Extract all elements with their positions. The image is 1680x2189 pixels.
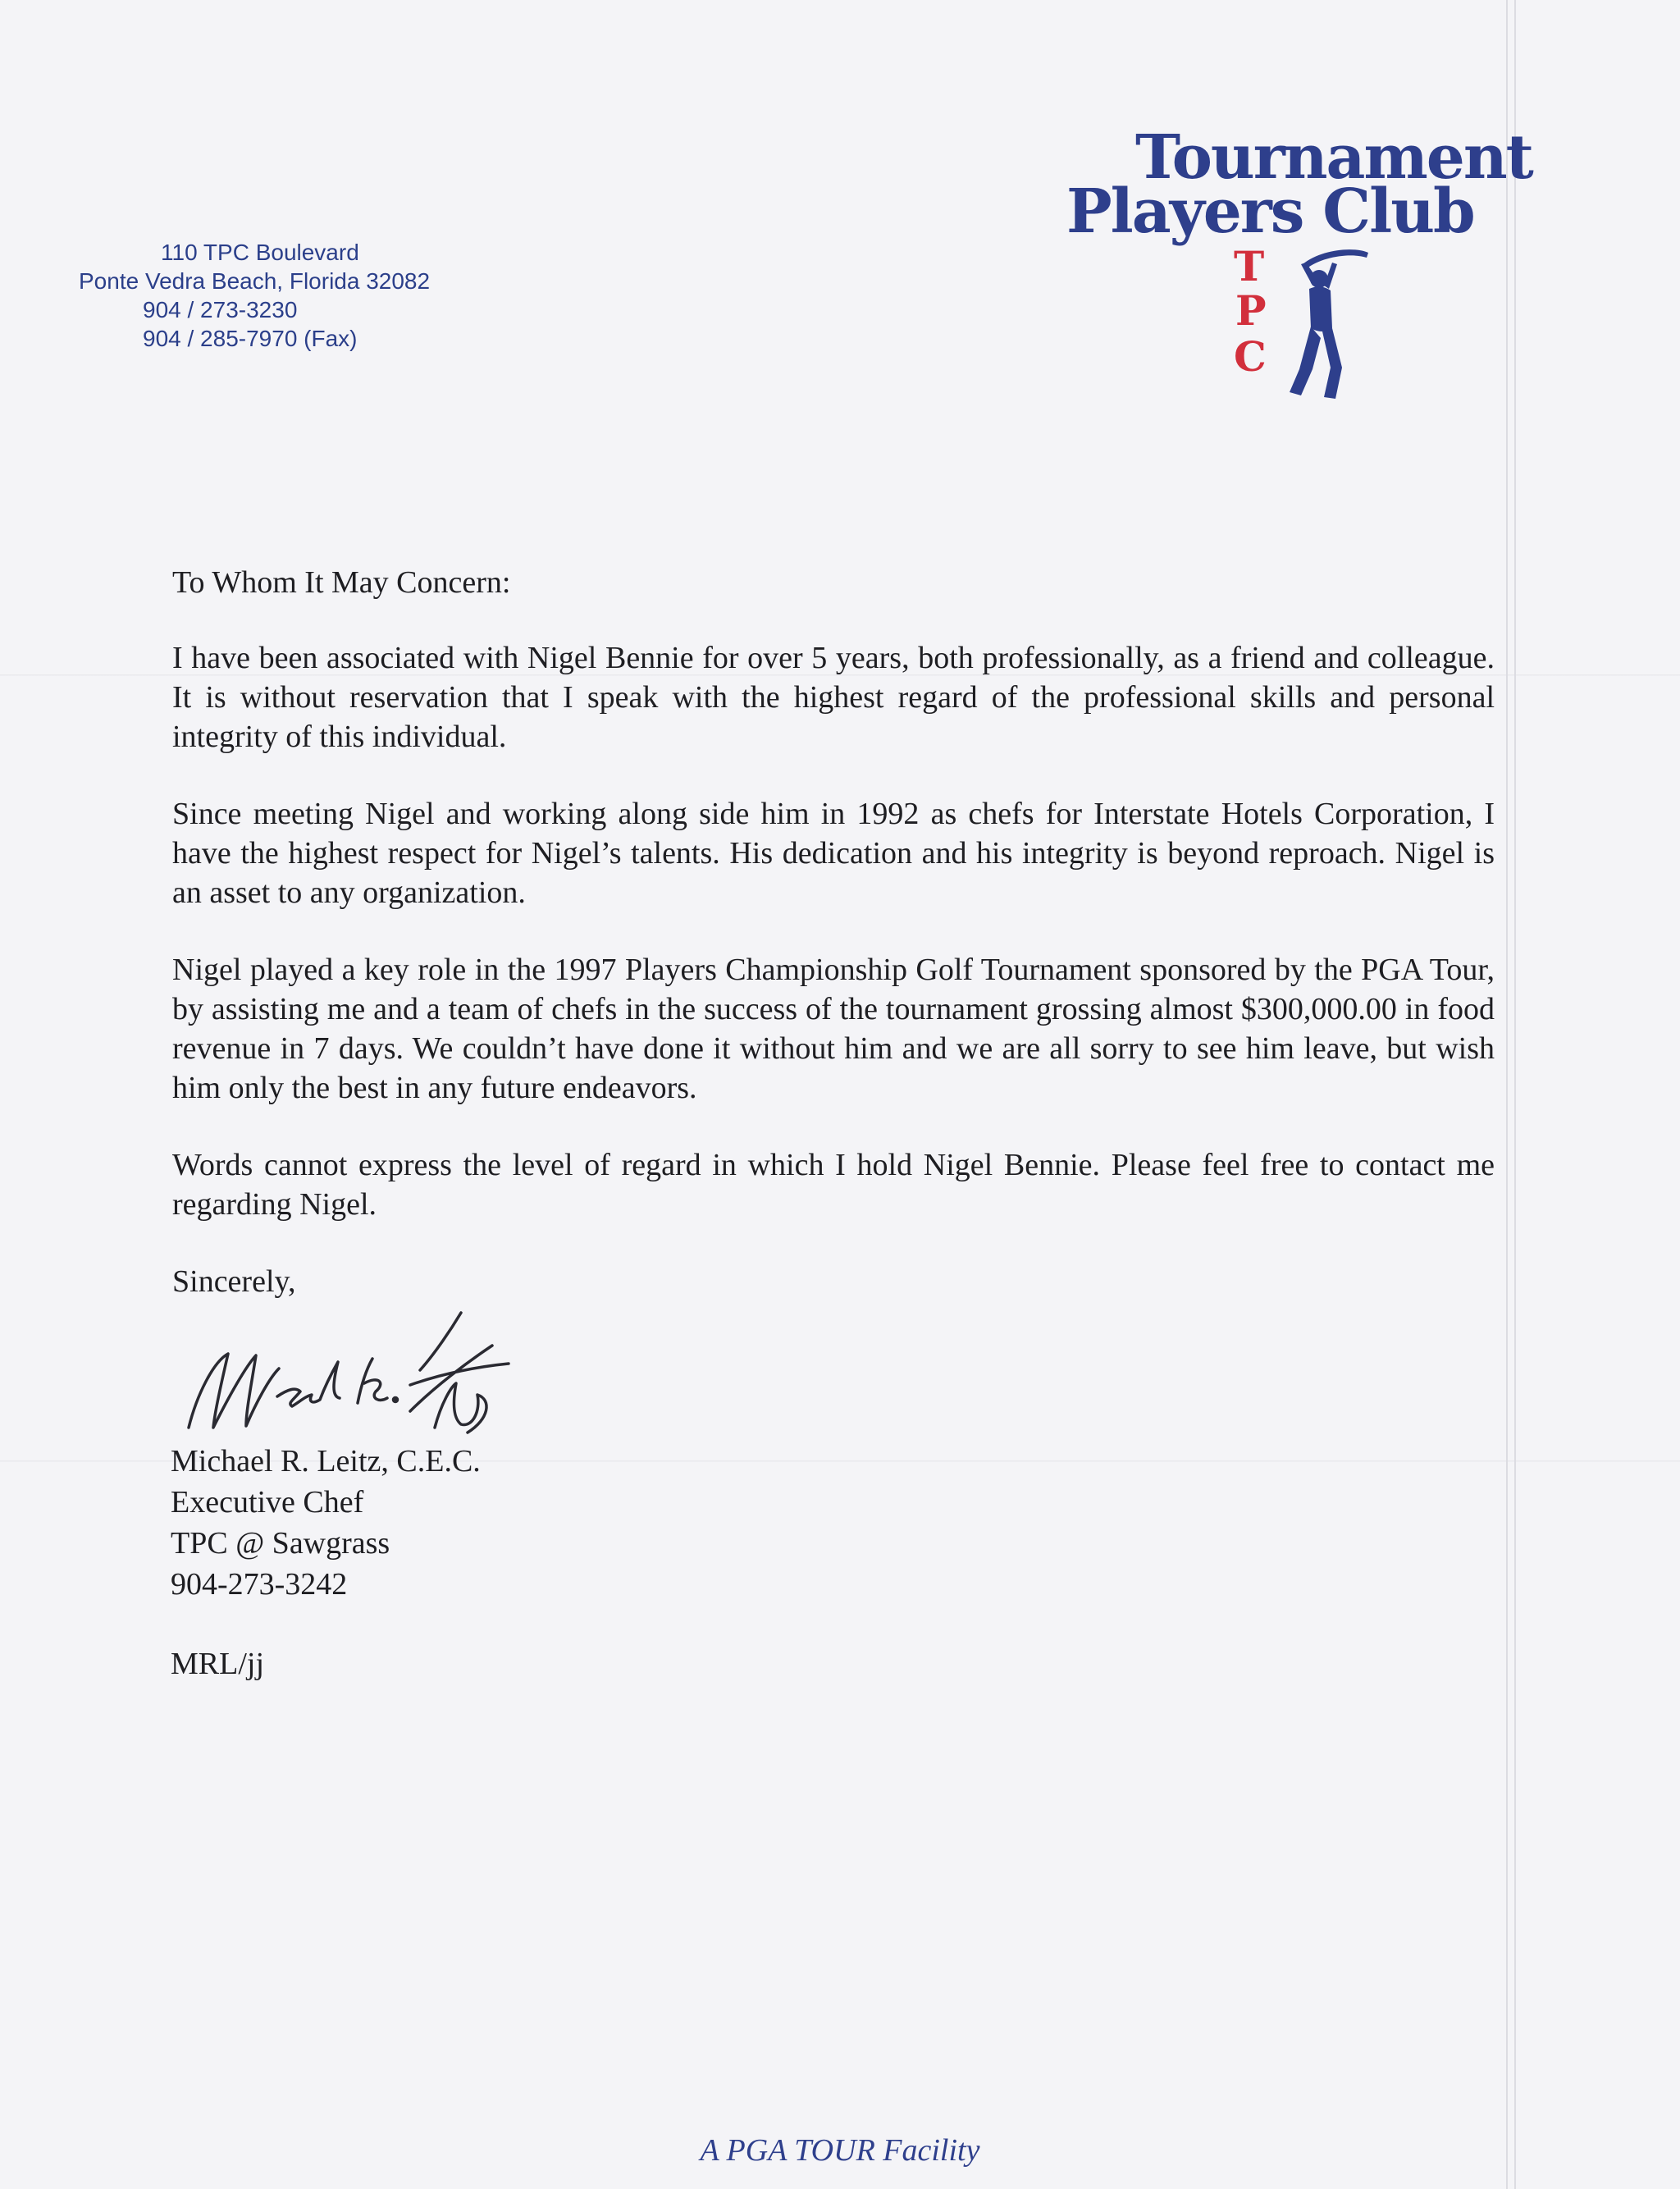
body-paragraph: Since meeting Nigel and working along side him in 1992 as chefs for Interstate Hotels Corporation, I have the highest respect for Nigel’s talents. His dedication and his integrity is beyond reproach. Nigel is an asset to any organization. — [172, 797, 1495, 910]
logo-letter-t: T — [1234, 242, 1265, 290]
closing: Sincerely, — [172, 1264, 296, 1299]
body-paragraph: Nigel played a key role in the 1997 Players Championship Golf Tournament sponsored by the PGA Tour, by assisting me and a team of chefs in the success of the tournament grossing almost $300,000.00 in food revenue in 7 days. We couldn’t have done it without him and we are all sorry to see him leave, but wish him only the best in any future endeavors. — [172, 953, 1495, 1105]
logo-letter-p: P — [1235, 286, 1267, 335]
signer-phone: 904-273-3242 — [171, 1567, 348, 1602]
letter-body — [172, 563, 1495, 1301]
handwritten-signature — [164, 1305, 591, 1444]
footer-tagline: A PGA TOUR Facility — [700, 2133, 980, 2168]
body-paragraph: I have been associated with Nigel Bennie for over 5 years, both professionally, as a friend and colleague. It is without reservation that I speak with the highest regard of the professional skills and personal integrity of this individual. — [172, 641, 1495, 754]
tpc-golfer-mark — [1230, 242, 1395, 402]
logo-wordmark-line1: Tournament — [1135, 122, 1532, 193]
signer-location: TPC @ Sawgrass — [171, 1526, 390, 1561]
signer-title: Executive Chef — [171, 1485, 364, 1520]
address-phone: 904 / 273-3230 — [143, 297, 298, 322]
signature-block — [171, 1441, 481, 1605]
letterhead-address — [79, 238, 456, 353]
logo-letter-c: C — [1234, 332, 1267, 381]
address-city: Ponte Vedra Beach, Florida 32082 — [79, 268, 431, 294]
tpc-logo — [1066, 123, 1542, 402]
golfer-silhouette-icon — [1230, 242, 1395, 402]
signer-name: Michael R. Leitz, C.E.C. — [171, 1444, 481, 1478]
body-paragraph: Words cannot express the level of regard in which I hold Nigel Bennie. Please feel free to contact me regarding Nigel. — [172, 1148, 1495, 1222]
salutation: To Whom It May Concern: — [172, 565, 511, 600]
logo-wordmark-line2: Players Club — [1066, 176, 1474, 247]
address-street: 110 TPC Boulevard — [161, 240, 359, 265]
typist-initials: MRL/jj — [171, 1647, 265, 1681]
address-fax: 904 / 285-7970 (Fax) — [143, 326, 358, 351]
